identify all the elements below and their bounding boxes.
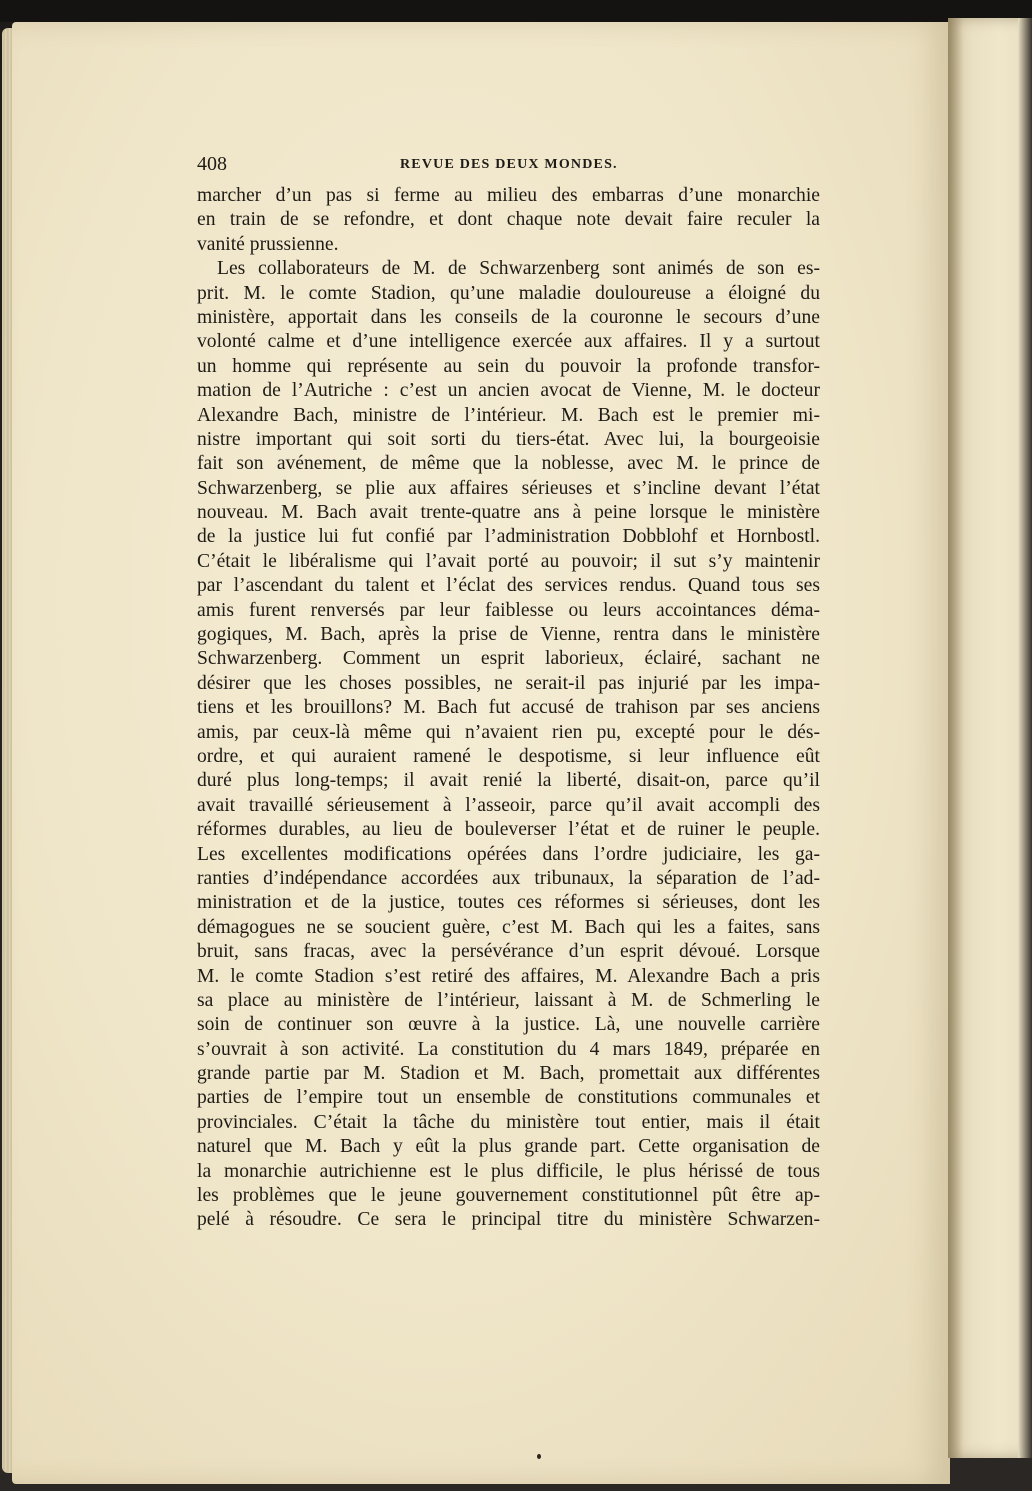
facing-page-edge — [1018, 18, 1032, 1458]
text-line: M. le comte Stadion s’est retiré des affaires, M. Alexandre Bach a pris — [197, 965, 820, 987]
text-line: provinciales. C’était la tâche du ministère tout entier, mais il était — [197, 1111, 820, 1133]
running-head: REVUE DES DEUX MONDES. — [400, 157, 618, 172]
text-line: un homme qui représente au sein du pouvoir la profonde transfor- — [197, 355, 820, 377]
text-line: par l’ascendant du talent et l’éclat des services rendus. Quand tous ses — [197, 575, 820, 597]
text-line: prit. M. le comte Stadion, qu’une maladie douloureuse a éloigné du — [197, 282, 820, 304]
text-line: désirer que les choses possibles, ne serait-il pas injurié par les impa- — [197, 672, 820, 694]
text-line: ministration et de la justice, toutes ces réformes si sérieuses, dont les — [197, 892, 820, 914]
text-line: ranties d’indépendance accordées aux tribunaux, la séparation de l’ad- — [197, 867, 820, 889]
text-line: Les collaborateurs de M. de Schwarzenberg sont animés de son es- — [217, 258, 820, 280]
text-line: nouveau. M. Bach avait trente-quatre ans à peine lorsque le ministère — [197, 502, 820, 524]
text-line: volonté calme et d’une intelligence exercée aux affaires. Il y a surtout — [197, 331, 820, 353]
text-line: gogiques, M. Bach, après la prise de Vienne, rentra dans le ministère — [197, 624, 820, 646]
text-line: Les excellentes modifications opérées dans l’ordre judiciaire, les ga- — [197, 843, 820, 865]
text-line: vanité prussienne. — [197, 233, 339, 255]
text-line: naturel que M. Bach y eût la plus grande part. Cette organisation de — [197, 1136, 820, 1158]
text-line: réformes durables, au lieu de bouleverser l’état et de ruiner le peuple. — [197, 819, 820, 841]
scanner-top-band — [0, 0, 1032, 22]
text-line: ministère, apportait dans les conseils de la couronne le secours d’une — [197, 306, 820, 328]
text-line: la monarchie autrichienne est le plus difficile, le plus hérissé de tous — [197, 1160, 820, 1182]
text-line: sa place au ministère de l’intérieur, laissant à M. de Schmerling le — [197, 989, 820, 1011]
text-line: Alexandre Bach, ministre de l’intérieur. M. Bach est le premier mi- — [197, 404, 820, 426]
text-line: marcher d’un pas si ferme au milieu des embarras d’une monarchie — [197, 185, 820, 206]
text-line: en train de se refondre, et dont chaque note devait faire reculer la — [197, 209, 820, 231]
body-text — [197, 184, 820, 1233]
text-line: avait travaillé sérieusement à l’asseoir, parce qu’il avait accompli des — [197, 794, 820, 816]
text-line: grande partie par M. Stadion et M. Bach, promettait aux différentes — [197, 1063, 820, 1085]
text-line: C’était le libéralisme qui l’avait porté au pouvoir; il sut s’y maintenir — [197, 550, 820, 572]
text-line: ordre, et qui auraient ramené le despotisme, si leur influence eût — [197, 745, 820, 767]
text-line: Schwarzenberg. Comment un esprit laborieux, éclairé, sachant ne — [197, 648, 820, 670]
page-number: 408 — [197, 153, 227, 175]
text-line: s’ouvrait à son activité. La constitution du 4 mars 1849, préparée en — [197, 1038, 820, 1060]
text-line: bruit, sans fracas, avec la persévérance d’un esprit dévoué. Lorsque — [197, 941, 820, 963]
text-line: nistre important qui soit sorti du tiers-état. Avec lui, la bourgeoisie — [197, 428, 820, 450]
text-line: duré plus long-temps; il avait renié la liberté, disait-on, parce qu’il — [197, 770, 820, 792]
text-line: de la justice lui fut confié par l’administration Dobblohf et Hornbostl. — [197, 526, 820, 548]
text-line: amis, par ceux-là même qui n’avaient rien pu, excepté pour le dés- — [197, 721, 820, 743]
text-line: mation de l’Autriche : c’est un ancien avocat de Vienne, M. le docteur — [197, 380, 820, 402]
text-line: pelé à résoudre. Ce sera le principal titre du ministère Schwarzen- — [197, 1209, 820, 1231]
ink-speck — [537, 1454, 541, 1459]
text-line: démagogues ne se soucient guère, c’est M. Bach qui les a faites, sans — [197, 916, 820, 938]
text-line: les problèmes que le jeune gouvernement constitutionnel pût être ap- — [197, 1185, 820, 1207]
page-header — [197, 153, 820, 179]
text-line: parties de l’empire tout un ensemble de constitutions communales et — [197, 1087, 820, 1109]
facing-page — [948, 18, 1032, 1458]
text-line: soin de continuer son œuvre à la justice. Là, une nouvelle carrière — [197, 1014, 820, 1036]
text-line: fait son avénement, de même que la noblesse, avec M. le prince de — [197, 453, 820, 475]
text-line: amis furent renversés par leur faiblesse ou leurs accointances déma- — [197, 599, 820, 621]
text-line: Schwarzenberg, se plie aux affaires sérieuses et s’incline devant l’état — [197, 477, 820, 499]
text-line: tiens et les brouillons? M. Bach fut accusé de trahison par ses anciens — [197, 697, 820, 719]
